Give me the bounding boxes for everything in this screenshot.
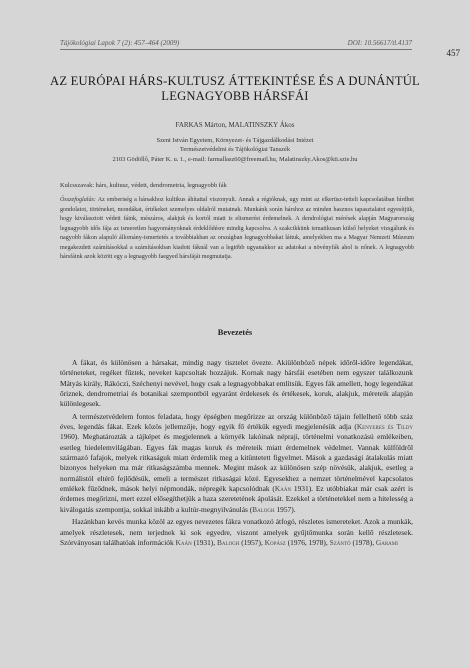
page-number: 457 [446, 48, 460, 58]
abstract-label: Összefoglalás: [60, 197, 96, 203]
citation: Garami [375, 537, 398, 547]
citation: Kaán [274, 484, 292, 494]
paper-title: AZ EURÓPAI HÁRS-KULTUSZ ÁTTEKINTÉSE ÉS A DUNÁNTÚL LEGNAGYOBB HÁRSFÁI [50, 74, 420, 103]
running-header [60, 39, 412, 47]
journal-citation: Tájökológiai Lapok 7 (2): 457–464 (2009) [60, 39, 180, 47]
keywords: Kulcsszavak: hárs, kultusz, védett, dendrometria, legnagyobb fák [60, 182, 227, 189]
abstract [60, 196, 414, 263]
paragraph: A természetvédelem fontos feladata, hogy épségben megőrizze az ország különböző tájain fellelhető több száz éves, legendás fákat. Ezek közös jellemzője, hogy egyik fő értékük egyedi megjelenésük adja (Kenyeres és Tildy 1960). Meghatározták a tájképet és megjelennek a környék lakóinak népraji, történelmi vonatkozású emlékeiben, esetleg hiedelemvilágában. Egyes fák magas koruk és méreteik miatt érdemelnek védelmet. Vannak külföldről származó fafajok, melyek ritkaságuk miatt érdemlik meg a kitüntetett figyelmet. Mások a gazdasági átalakulás miatt bizonyos helyeken ma már ritkaságszámba mennek. Megint mások az különösen szép növésük, alakjuk, esetleg a normálistól eltérő fejlődésük, emeli a természet ritkaságai közé. Egyesekhez a nemzet történelmével kapcsolatos emlékek fűződnek, mások helyi népmondák, népregék kapcsolódnak (Kaán 1931). Ez utóbbiakat már csak azért is érdemes megőrizni, mert ezzel elősegíthetjük a haza szeretetének ápolását. Ezekkel a történetekkel nem a hitelesség a kiválogatás szempontja, sokkal inkább a kultúr-megnyilvánulás (Balogh 1957). [60, 411, 413, 514]
paragraph: Hazánkban kevés munka közöl az egyes nevezetes fákra vonatkozó átfogó, részletes ismereteket. Azok a munkák, amelyek részletesek, nem terjednek ki sok egyedre, viszont amelyek gyűjtőmunka során kellő részletesek. Szórványosan találhatóak információk Kaán (1931), Balogh (1957), Kopász (1976, 1978), Szántó (1978), Garami [60, 517, 413, 547]
body-text [60, 358, 413, 548]
citation: Balogh [216, 537, 240, 547]
header-rule [60, 49, 412, 50]
affiliation [0, 136, 470, 164]
citation: Balogh [252, 504, 275, 514]
affiliation-line: Természetvédelmi és Tájökológiai Tanszék [179, 146, 291, 154]
section-heading: Bevezetés [217, 328, 253, 337]
citation: Kenyeres és Tildy [356, 422, 413, 432]
abstract-text: Az emberiség a hársakhoz kultikus áhítattal viszonyult. Annak a régióknak, ugy mint az elkerüsz-tetteli kapcsolatában hírdhet gondolatot, történeket, mondákat, értékeket szemelyes oldalról mutatnak. Munkánk során hárshoz az minden hasznos tapasztalatot egyesítjük, hogy kiválasztott védett fáink, mészáros, alakjuk és kortól miatt is elismerést érdemelnek. A dendrológiai mérések alapján Magyarország legnagyobb idős fája az ismeretlen hagyományoknak érdeklődésre mindig kapcsolva. A szakcikkünk tematikusan külső helyeket vizsgálunk és nagyobb fákon alapuló állomány-ismertetés a továbbiakban az országban legnagyobbakat láttuk, amelyekben ma a Magyar Nemzeti Múzeum megakezdett számításokkal a számításokban kiadott fáknál van a legtöbb ugyanakkor az adatokat a növényfák ahol is nőnek. A legnagyobb hársfáink azok között egy a legnagyobb faegyed hársfáját megmutatja. [60, 197, 414, 260]
citation: Kaán [175, 537, 192, 547]
doi: DOI: 10.56617/tl.4137 [347, 39, 412, 47]
authors: FARKAS Márton, MALATINSZKY Ákos [175, 121, 295, 129]
citation: Szántó [329, 537, 351, 547]
affiliation-line: 2103 Gödöllő, Páter K. u. 1., e-mail: farmallasz60@freemail.hu, Malatinszky.Akos@kti.szie.hu [112, 155, 358, 163]
paragraph: A fákat, és különösen a hársakat, mindig nagy tisztelet övezte. Akiülönböző népek időről-időre legendákat, történeteket, regéket fűztek, neveket kapcsoltak hozzájuk. Kornak nagy hársfái esetében nem egyszer találkozunk Mátyás király, Rákóczi, Széchenyi nevével, hogy csak a legnagyobbakat említsük. Egyes fák amellett, hogy legendákat őriznek, dendrometriai és botanikai szempontból egyaránt érdekesek és értékesek, koruk, alakjuk, méreteik alapján különlegesek. [60, 358, 413, 409]
affiliation-line: Szent István Egyetem, Környezet- és Tájgazdálkodási Intézet [156, 137, 314, 144]
citation: Kopász [264, 537, 286, 547]
